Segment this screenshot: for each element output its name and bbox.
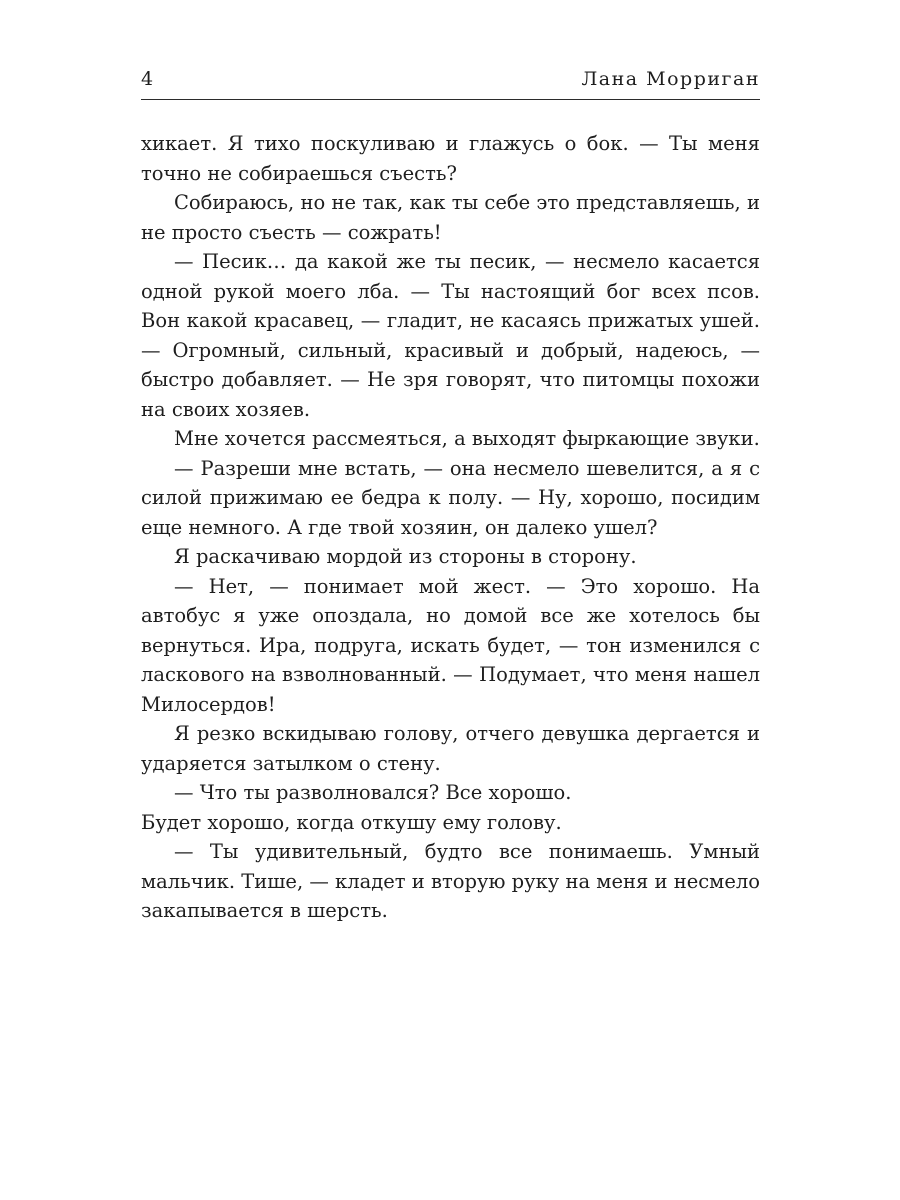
paragraph: Я раскачиваю мордой из стороны в сторону. (174, 545, 637, 568)
page-body (141, 129, 760, 926)
paragraph: — Что ты разволновался? Все хорошо. (174, 781, 572, 804)
page-number: 4 (141, 68, 154, 90)
paragraph: хикает. Я тихо поскуливаю и глажусь о бок. — Ты меня точно не собираешься съесть? (141, 132, 760, 185)
paragraph: Я резко вскидываю голову, отчего девушка дергается и ударяется затылком о стену. (141, 722, 760, 775)
page-header (141, 68, 760, 90)
paragraph: — Нет, — понимает мой жест. — Это хорошо. На автобус я уже опоздала, но домой все же хотелось бы вернуться. Ира, подруга, искать будет, — тон изменился с ласкового на взволнованный. — Подумает, что меня нашел Милосердов! (141, 574, 760, 716)
paragraph: — Разреши мне встать, — она несмело шевелится, а я с силой прижимаю ее бедра к полу. — Ну, хорошо, посидим еще немного. А где твой хозяин, он далеко ушел? (141, 456, 760, 539)
paragraph: Мне хочется рассмеяться, а выходят фыркающие звуки. (174, 427, 760, 450)
paragraph: — Ты удивительный, будто все понимаешь. Умный мальчик. Тише, — кладет и вторую руку на меня и несмело закапывается в шерсть. (141, 840, 760, 922)
paragraph: Собираюсь, но не так, как ты себе это представляешь, и не просто съесть — сожрать! (141, 191, 760, 244)
paragraph: Будет хорошо, когда откушу ему голову. (141, 810, 562, 834)
header-rule (141, 99, 760, 100)
running-title-author: Лана Морриган (581, 68, 760, 90)
paragraph: — Песик… да какой же ты песик, — несмело касается одной рукой моего лба. — Ты настоящий бог всех псов. Вон какой красавец, — гладит, не касаясь прижатых ушей. — Огромный, сильный, красивый и добрый, надеюсь, — быстро добавляет. — Не зря говорят, что питомцы похожи на своих хозяев. (141, 250, 760, 421)
